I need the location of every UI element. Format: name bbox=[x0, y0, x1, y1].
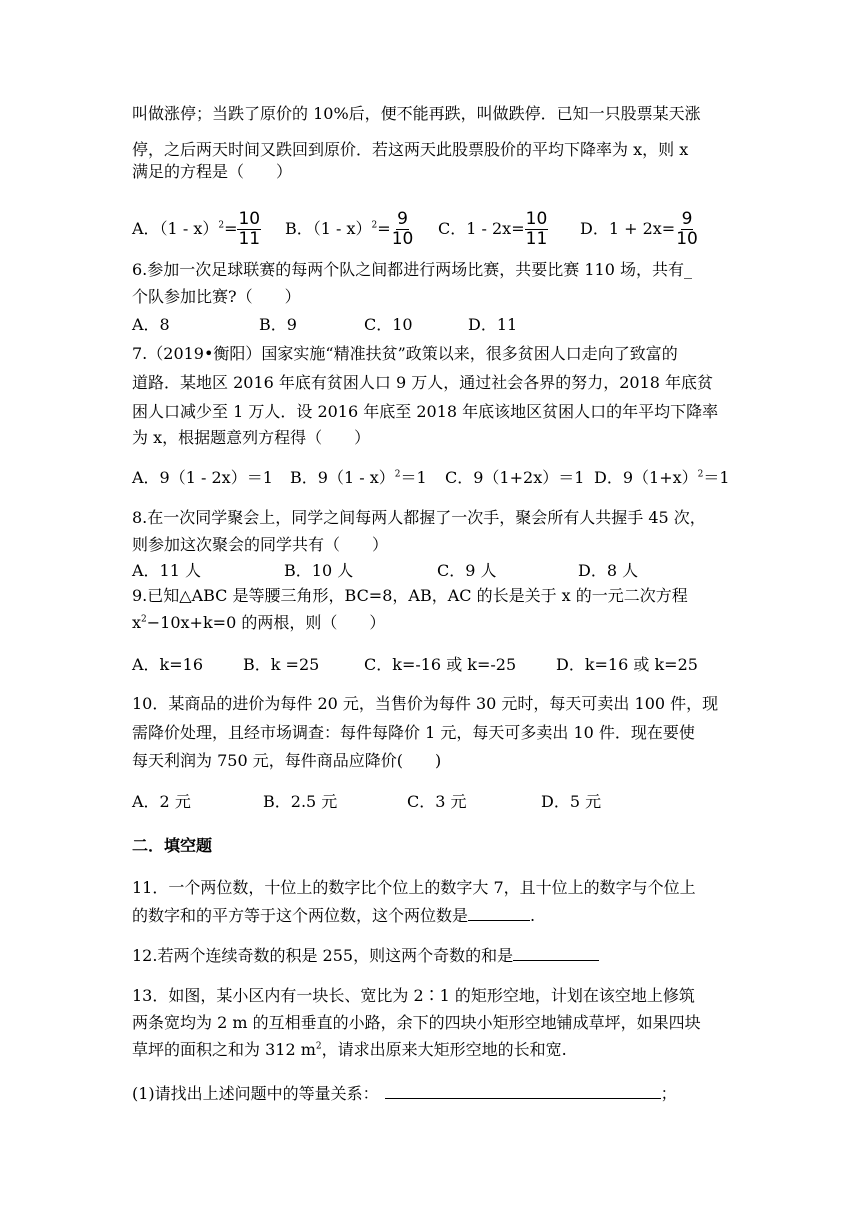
q5-option-c: C．1 - 2x= $\frac{10}{11}$ bbox=[438, 209, 548, 249]
fraction: $\frac{10}{11}$ bbox=[238, 209, 261, 249]
q10-option-a: A．2 元 bbox=[132, 792, 191, 811]
q11-line2: 的数字和的平方等于这个两位数，这个两位数是 . bbox=[132, 906, 536, 925]
q9-line1: 9.已知△ABC 是等腰三角形，BC=8，AB，AC 的长是关于 x 的一元二次方程 bbox=[132, 586, 688, 605]
q8-option-c: C．9 人 bbox=[437, 561, 497, 580]
q10-line1: 10．某商品的进价为每件 20 元，当售价为每件 30 元时，每天可卖出 100 件，现 bbox=[132, 694, 719, 713]
q5-option-d: D．1 + 2x= $\frac{9}{10}$ bbox=[580, 209, 698, 249]
q13-line1: 13．如图，某小区内有一块长、宽比为 2∶1 的矩形空地，计划在该空地上修筑 bbox=[132, 986, 695, 1005]
q7-option-b: B．9（1 - x）$^2$＝1 bbox=[290, 468, 427, 487]
answer-blank bbox=[513, 946, 599, 961]
q7-line1: 7.（2019•衡阳）国家实施“精准扶贫”政策以来，很多贫困人口走向了致富的 bbox=[132, 344, 678, 363]
q5-line2: 停，之后两天时间又跌回到原价．若这两天此股票股价的平均下降率为 x，则 x bbox=[132, 140, 689, 159]
q11-line1: 11．一个两位数，十位上的数字比个位上的数字大 7，且十位上的数字与个位上 bbox=[132, 878, 696, 897]
q7-line3: 困人口减少至 1 万人．设 2016 年底至 2018 年底该地区贫困人口的年平均下降率 bbox=[132, 402, 719, 421]
q9-option-d: D．k=16 或 k=25 bbox=[556, 655, 698, 674]
q10-option-d: D．5 元 bbox=[541, 792, 602, 811]
q7-line4: 为 x，根据题意列方程得（ ） bbox=[132, 428, 371, 447]
q6-option-c: C．10 bbox=[364, 315, 413, 334]
q8-option-d: D．8 人 bbox=[578, 561, 639, 580]
q10-line2: 需降价处理，且经市场调查：每件每降价 1 元，每天可多卖出 10 件．现在要使 bbox=[132, 723, 695, 742]
q8-option-a: A．11 人 bbox=[132, 561, 202, 580]
q8-line1: 8.在一次同学聚会上，同学之间每两人都握了一次手，聚会所有人共握手 45 次， bbox=[132, 508, 706, 527]
section-heading: 二．填空题 bbox=[132, 836, 213, 855]
q7-option-c: C．9（1+2x）＝1 bbox=[445, 468, 585, 487]
q8-option-b: B．10 人 bbox=[284, 561, 354, 580]
q7-option-a: A．9（1 - 2x）＝1 bbox=[132, 468, 273, 487]
q9-line2: $x^2-10x+k=0$ 的两根，则（ ） bbox=[132, 613, 386, 632]
q7-line2: 道路．某地区 2016 年底有贫困人口 9 万人，通过社会各界的努力，2018 年底贫 bbox=[132, 373, 714, 392]
q9-option-b: B．k =25 bbox=[243, 655, 320, 674]
q9-option-a: A．k=16 bbox=[132, 655, 204, 674]
fraction: $\frac{10}{11}$ bbox=[525, 209, 548, 249]
q6-line1: 6.参加一次足球联赛的每两个队之间都进行两场比赛，共要比赛 110 场，共有_ bbox=[132, 260, 692, 279]
q6-option-d: D．11 bbox=[468, 315, 518, 334]
q13-line2: 两条宽均为 2 m 的互相垂直的小路，余下的四块小矩形空地铺成草坪，如果四块 bbox=[132, 1013, 701, 1032]
answer-blank bbox=[468, 906, 530, 921]
fraction: $\frac{9}{10}$ bbox=[676, 209, 698, 249]
answer-blank bbox=[385, 1084, 661, 1099]
q13-sub1: (1)请找出上述问题中的等量关系： ； bbox=[132, 1084, 677, 1103]
q5-option-a: A．（1 - x）$^2$= $\frac{10}{11}$ bbox=[132, 209, 261, 249]
q10-option-c: C．3 元 bbox=[407, 792, 467, 811]
q6-line2: 个队参加比赛?（ ） bbox=[132, 287, 301, 306]
q5-line1: 叫做涨停；当跌了原价的 10%后，便不能再跌，叫做跌停．已知一只股票某天涨 bbox=[132, 104, 701, 123]
fraction: $\frac{9}{10}$ bbox=[391, 209, 414, 249]
q6-option-b: B．9 bbox=[259, 315, 297, 334]
q10-line3: 每天利润为 750 元，每件商品应降价( ) bbox=[132, 751, 442, 770]
q5-option-b: B．（1 - x）$^2$= $\frac{9}{10}$ bbox=[285, 209, 414, 249]
q10-option-b: B．2.5 元 bbox=[263, 792, 338, 811]
q13-line3: 草坪的面积之和为 312 $m^2$，请求出原来大矩形空地的长和宽. bbox=[132, 1040, 567, 1059]
q6-option-a: A．8 bbox=[132, 315, 170, 334]
q7-option-d: D．$9(1+x)^2=1$ bbox=[594, 468, 730, 487]
q8-line2: 则参加这次聚会的同学共有（ ） bbox=[132, 535, 389, 554]
q12-line1: 12.若两个连续奇数的积是 255，则这两个奇数的和是 bbox=[132, 946, 599, 966]
q9-option-c: C．k=-16 或 k=-25 bbox=[364, 655, 517, 674]
q5-line3: 满足的方程是（ ） bbox=[132, 162, 293, 181]
